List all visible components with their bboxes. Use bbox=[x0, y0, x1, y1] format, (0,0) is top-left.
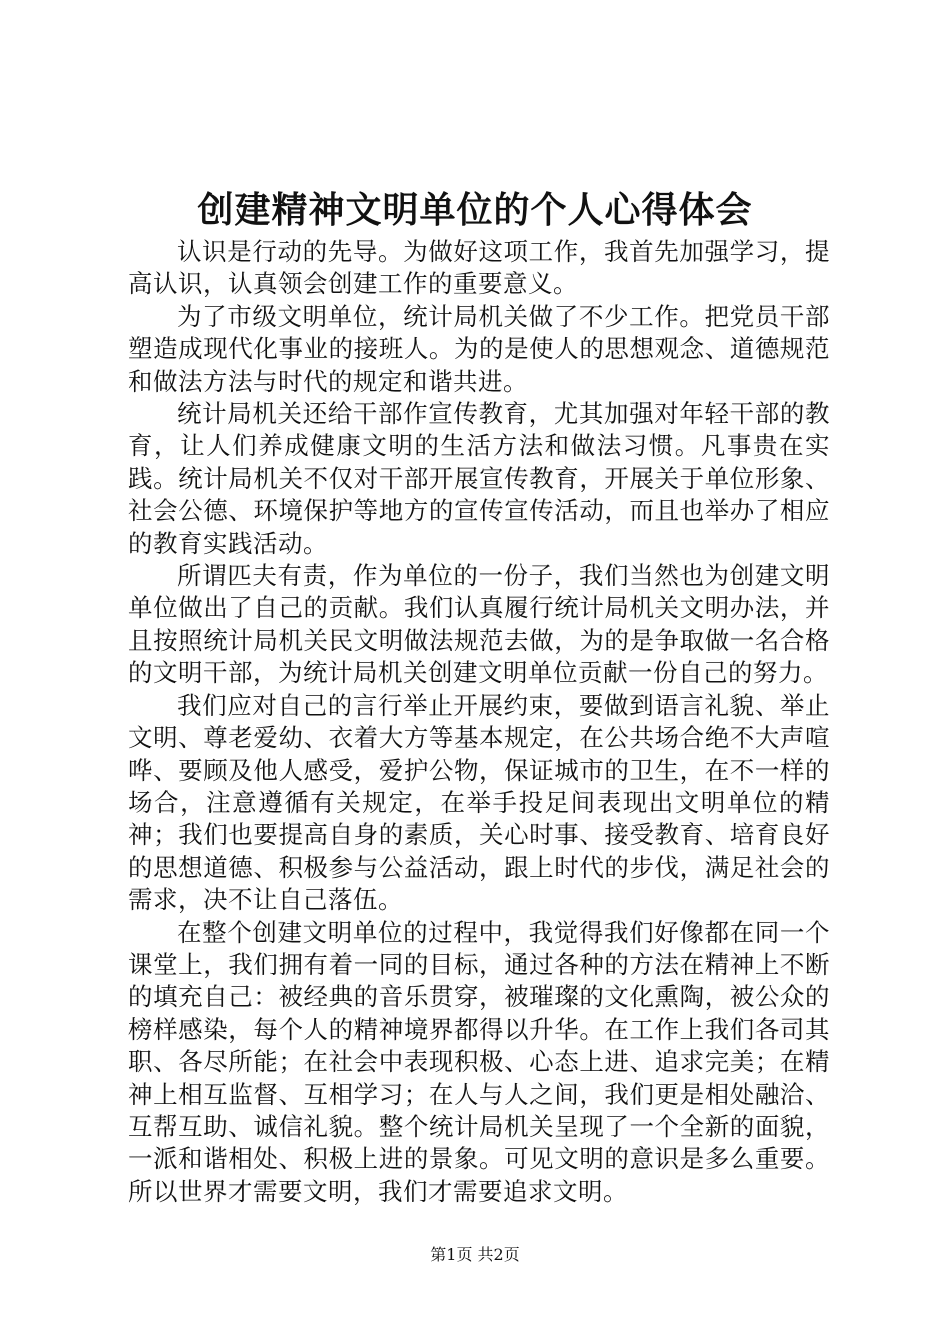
paragraph-1: 认识是行动的先导。为做好这项工作，我首先加强学习，提高认识，认真领会创建工作的重要意义。 bbox=[128, 237, 830, 299]
page-number-footer: 第1页 共2页 bbox=[430, 1245, 520, 1264]
paragraph-2: 为了市级文明单位，统计局机关做了不少工作。把党员干部塑造成现代化事业的接班人。为的是使人的思想观念、道德规范和做法方法与时代的规定和谐共进。 bbox=[128, 301, 830, 396]
document-body bbox=[128, 236, 830, 1208]
paragraph-5: 我们应对自己的言行举止开展约束，要做到语言礼貌、举止文明、尊老爱幼、衣着大方等基本规定，在公共场合绝不大声喧哗、要顾及他人感受，爱护公物，保证城市的卫生，在不一样的场合，注意遵循有关规定，在举手投足间表现出文明单位的精神；我们也要提高自身的素质，关心时事、接受教育、培育良好的思想道德、积极参与公益活动，跟上时代的步伐，满足社会的需求，决不让自己落伍。 bbox=[128, 690, 830, 915]
paragraph-6: 在整个创建文明单位的过程中，我觉得我们好像都在同一个课堂上，我们拥有着一同的目标，通过各种的方法在精神上不断的填充自己：被经典的音乐贯穿，被璀璨的文化熏陶，被公众的榜样感染，每个人的精神境界都得以升华。在工作上我们各司其职、各尽所能；在社会中表现积极、心态上进、追求完美；在精神上相互监督、互相学习；在人与人之间，我们更是相处融洽、互帮互助、诚信礼貌。整个统计局机关呈现了一个全新的面貌，一派和谐相处、积极上进的景象。可见文明的意识是多么重要。所以世界才需要文明，我们才需要追求文明。 bbox=[128, 917, 830, 1206]
paragraph-4: 所谓匹夫有责，作为单位的一份子，我们当然也为创建文明单位做出了自己的贡献。我们认真履行统计局机关文明办法，并且按照统计局机关民文明做法规范去做，为的是争取做一名合格的文明干部，为统计局机关创建文明单位贡献一份自己的努力。 bbox=[128, 561, 830, 688]
document-title: 创建精神文明单位的个人心得体会 bbox=[197, 189, 753, 231]
paragraph-3: 统计局机关还给干部作宣传教育，尤其加强对年轻干部的教育，让人们养成健康文明的生活方法和做法习惯。凡事贵在实践。统计局机关不仅对干部开展宣传教育，开展关于单位形象、社会公德、环境保护等地方的宣传宣传活动，而且也举办了相应的教育实践活动。 bbox=[128, 399, 830, 558]
